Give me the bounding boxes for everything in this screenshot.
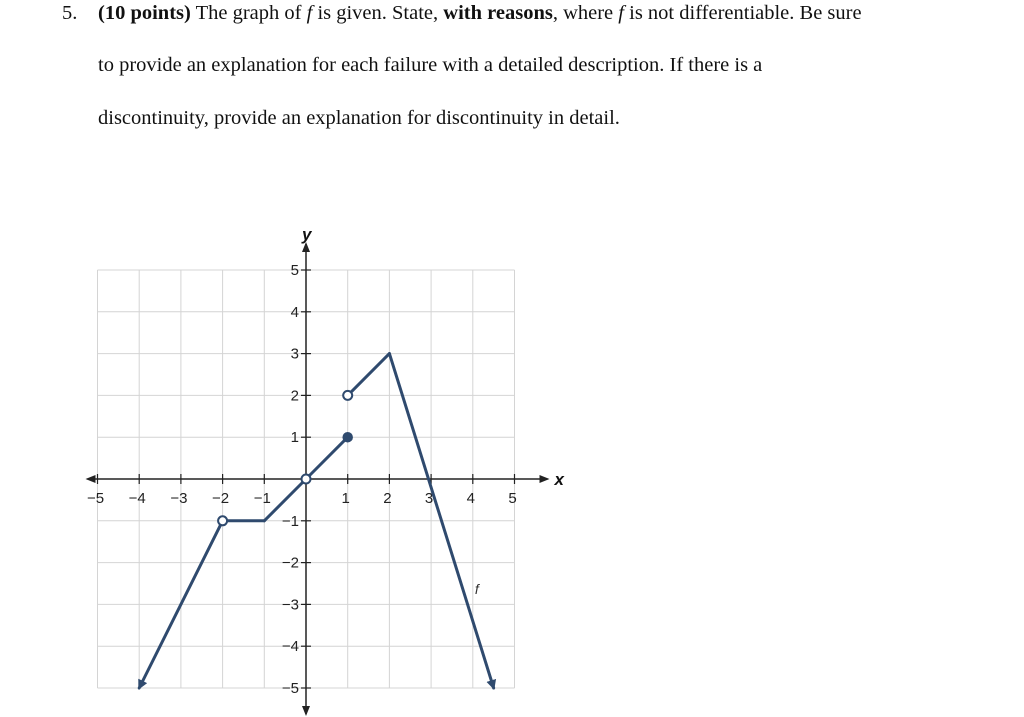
curve-segment	[348, 354, 390, 396]
y-tick-label: 4	[290, 303, 299, 321]
x-tick-label: −3	[170, 490, 188, 507]
text-segment: is not differentiable. Be sure	[624, 2, 862, 24]
x-tick-label: 5	[508, 490, 517, 507]
y-tick-label: −1	[281, 512, 299, 530]
y-tick-label: −2	[281, 554, 299, 572]
y-tick-label: −5	[281, 680, 299, 697]
open-point	[343, 391, 352, 400]
closed-point	[343, 433, 352, 442]
y-tick-label: 2	[290, 387, 299, 405]
function-name: f	[618, 2, 624, 24]
y-tick-label: 3	[290, 345, 299, 363]
x-tick-label: −4	[128, 490, 146, 507]
y-tick-label: 5	[290, 262, 299, 279]
x-tick-label: −1	[253, 490, 271, 507]
text-segment: The graph of	[190, 2, 307, 24]
x-tick-label: −5	[86, 490, 105, 507]
x-tick-label: 4	[466, 490, 475, 507]
y-axis-label: y	[302, 225, 312, 244]
curve-segment	[306, 437, 348, 479]
x-tick-label: 1	[341, 490, 350, 507]
open-point	[218, 516, 227, 525]
y-tick-label: −3	[281, 596, 299, 614]
open-point	[302, 475, 311, 484]
x-tick-label: 2	[383, 490, 392, 507]
x-axis-label: x	[554, 470, 564, 489]
function-name: f	[306, 2, 313, 24]
text-segment: is given. State,	[312, 2, 444, 24]
problem-line-3: discontinuity, provide an explanation for discontinuity in detail.	[98, 107, 620, 129]
axes	[87, 225, 566, 714]
with-reasons-emphasis: with reasons	[443, 2, 553, 24]
problem-line-2: to provide an explanation for each failure with a detailed description. If there is a	[98, 54, 763, 76]
y-tick-label: −4	[281, 638, 299, 656]
problem-number: 5.	[62, 2, 78, 24]
x-tick-label: −2	[212, 490, 230, 507]
curve-points	[218, 391, 352, 525]
curve-label-f: f	[474, 580, 479, 597]
y-tick-label: 1	[290, 429, 299, 447]
points-label: (10 points)	[98, 2, 191, 24]
text-segment: , where	[552, 2, 619, 24]
x-tick-label: 3	[424, 490, 434, 507]
